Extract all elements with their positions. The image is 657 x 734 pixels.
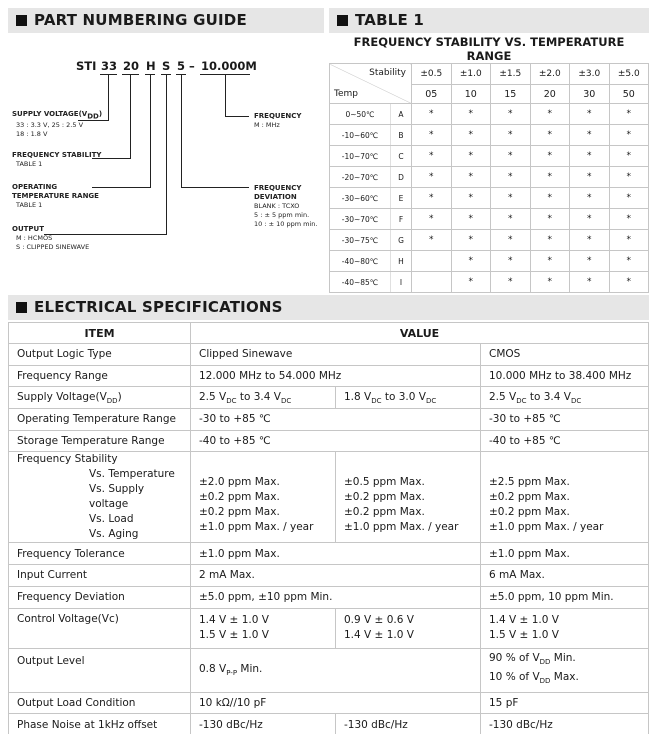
temp-range: -30~60℃ xyxy=(330,188,391,209)
spec-value: 10 kΩ//10 pF xyxy=(191,692,481,714)
value-column-header: VALUE xyxy=(191,323,649,344)
availability-mark: * xyxy=(570,146,610,167)
electrical-specs-table xyxy=(8,322,649,734)
square-bullet-icon xyxy=(16,302,27,313)
frequency-deviation-label: FREQUENCY DEVIATION BLANK : TCXO 5 : ± 5 ppm min. 10 : ± 10 ppm min. xyxy=(254,184,318,228)
temp-code: E xyxy=(391,188,412,209)
availability-mark: * xyxy=(609,167,649,188)
availability-mark: * xyxy=(491,230,531,251)
availability-mark: * xyxy=(491,272,531,293)
table-row xyxy=(9,543,649,565)
availability-mark: * xyxy=(530,251,570,272)
spec-value: 2 mA Max. xyxy=(191,565,481,587)
availability-mark: * xyxy=(491,146,531,167)
table-row xyxy=(9,365,649,387)
availability-mark: * xyxy=(451,251,491,272)
code-output: S xyxy=(162,59,171,73)
code-series: STI xyxy=(76,59,97,73)
availability-mark: * xyxy=(570,230,610,251)
table-row xyxy=(330,230,649,251)
table-row xyxy=(9,565,649,587)
availability-mark: * xyxy=(451,272,491,293)
table-row xyxy=(9,608,649,648)
spec-item: Control Voltage(Vc) xyxy=(9,608,191,648)
availability-mark: * xyxy=(451,188,491,209)
table1-title: TABLE 1 xyxy=(355,11,424,29)
availability-mark: * xyxy=(412,230,452,251)
spec-value: 15 pF xyxy=(481,692,649,714)
temp-range: -40~80℃ xyxy=(330,251,391,272)
temp-range: -10~70℃ xyxy=(330,146,391,167)
stability-code: 20 xyxy=(530,85,570,104)
output-label: OUTPUT M : HCMOS S : CLIPPED SINEWAVE xyxy=(12,225,90,251)
availability-mark: * xyxy=(609,146,649,167)
availability-mark: * xyxy=(609,209,649,230)
spec-value: ±2.5 ppm Max. ±0.2 ppm Max. ±0.2 ppm Max. ±1.0 ppm Max. / year xyxy=(481,452,649,543)
availability-mark: * xyxy=(570,167,610,188)
spec-item: Operating Temperature Range xyxy=(9,409,191,431)
table-row xyxy=(9,692,649,714)
stability-value: ±0.5 xyxy=(412,64,452,85)
availability-mark: * xyxy=(491,125,531,146)
table-row xyxy=(330,251,649,272)
temp-label: Temp xyxy=(334,89,358,99)
spec-item: Frequency Stability Vs. Temperature Vs. Supply voltage Vs. Load Vs. Aging xyxy=(9,452,191,543)
availability-mark: * xyxy=(570,188,610,209)
table-row xyxy=(9,409,649,431)
table-row xyxy=(9,387,649,409)
spec-item: Frequency Range xyxy=(9,365,191,387)
availability-mark: * xyxy=(609,104,649,125)
spec-value: 10.000 MHz to 38.400 MHz xyxy=(481,365,649,387)
code-stability: 20 xyxy=(123,59,140,73)
spec-value: 6 mA Max. xyxy=(481,565,649,587)
operating-temp-label: OPERATING TEMPERATURE RANGE TABLE 1 xyxy=(12,183,99,209)
table1-header xyxy=(329,8,649,33)
spec-value: 12.000 MHz to 54.000 MHz xyxy=(191,365,481,387)
table-row xyxy=(9,344,649,366)
spec-value: 1.4 V ± 1.0 V 1.5 V ± 1.0 V xyxy=(191,608,336,648)
spec-value: -40 to +85 ℃ xyxy=(481,430,649,452)
corner-header xyxy=(330,64,412,104)
spec-value: ±1.0 ppm Max. xyxy=(191,543,481,565)
table1-heading: FREQUENCY STABILITY VS. TEMPERATURE RANGE xyxy=(330,35,649,64)
table-row xyxy=(9,648,649,692)
spec-item: Output Level xyxy=(9,648,191,692)
spec-value: 1.8 $V_{DC}$ to 3.0 $V_{DC}$ xyxy=(336,387,481,409)
availability-mark: * xyxy=(412,125,452,146)
stability-value: ±5.0 xyxy=(609,64,649,85)
part-guide-header xyxy=(8,8,324,33)
availability-mark: * xyxy=(530,272,570,293)
availability-mark: * xyxy=(570,209,610,230)
availability-mark: * xyxy=(451,167,491,188)
stability-code: 30 xyxy=(570,85,610,104)
spec-value: 90 % of $V_{DD}$ Min. 10 % of $V_{DD}$ Max. xyxy=(481,648,649,692)
table-row xyxy=(330,188,649,209)
temp-code: D xyxy=(391,167,412,188)
stability-value: ±1.0 xyxy=(451,64,491,85)
availability-mark: * xyxy=(451,146,491,167)
code-frequency: 10.000M xyxy=(201,59,257,73)
availability-mark: * xyxy=(412,167,452,188)
availability-mark: * xyxy=(609,125,649,146)
availability-mark: * xyxy=(491,209,531,230)
availability-mark: * xyxy=(412,209,452,230)
specs-header xyxy=(8,295,649,320)
spec-item: Storage Temperature Range xyxy=(9,430,191,452)
supply-voltage-label: SUPPLY $VOLTAGE(V_{DD})$ 33 : 3.3 V, 25 : 2.5 V 18 : 1.8 V xyxy=(12,110,103,139)
spec-item: Frequency Deviation xyxy=(9,586,191,608)
spec-value: -130 dBc/Hz xyxy=(481,714,649,734)
spec-value: -30 to +85 ℃ xyxy=(191,409,481,431)
availability-mark: * xyxy=(491,188,531,209)
frequency-stability-label: FREQUENCY STABILITY TABLE 1 xyxy=(12,151,102,168)
spec-value: 0.8 $V_{P-P}$ Min. xyxy=(191,648,481,692)
temp-range: -40~85℃ xyxy=(330,272,391,293)
availability-mark: * xyxy=(412,188,452,209)
availability-mark: * xyxy=(609,230,649,251)
spec-item: Input Current xyxy=(9,565,191,587)
availability-mark: * xyxy=(530,167,570,188)
spec-value: -30 to +85 ℃ xyxy=(481,409,649,431)
availability-mark: * xyxy=(530,104,570,125)
code-deviation: 5 xyxy=(177,59,186,73)
spec-value: ±2.0 ppm Max. ±0.2 ppm Max. ±0.2 ppm Max. ±1.0 ppm Max. / year xyxy=(191,452,336,543)
specs-title: ELECTRICAL SPECIFICATIONS xyxy=(34,298,283,316)
spec-value: CMOS xyxy=(481,344,649,366)
stability-code: 15 xyxy=(491,85,531,104)
table-row xyxy=(330,167,649,188)
spec-value: ±0.5 ppm Max. ±0.2 ppm Max. ±0.2 ppm Max. ±1.0 ppm Max. / year xyxy=(336,452,481,543)
square-bullet-icon xyxy=(337,15,348,26)
table-row xyxy=(9,586,649,608)
stability-code: 10 xyxy=(451,85,491,104)
spec-value: 1.4 V ± 1.0 V 1.5 V ± 1.0 V xyxy=(481,608,649,648)
availability-mark: * xyxy=(530,209,570,230)
spec-item: Phase Noise at 1kHz offset xyxy=(9,714,191,734)
availability-mark: * xyxy=(570,104,610,125)
availability-mark: * xyxy=(530,230,570,251)
availability-mark: * xyxy=(451,125,491,146)
table-row xyxy=(330,272,649,293)
table-row xyxy=(330,209,649,230)
availability-mark: * xyxy=(570,125,610,146)
availability-mark: * xyxy=(451,209,491,230)
spec-value: -40 to +85 ℃ xyxy=(191,430,481,452)
temp-range: 0~50℃ xyxy=(330,104,391,125)
code-temp: H xyxy=(146,59,156,73)
availability-mark: * xyxy=(412,146,452,167)
availability-mark xyxy=(412,251,452,272)
availability-mark: * xyxy=(451,230,491,251)
stability-value: ±1.5 xyxy=(491,64,531,85)
spec-item: Frequency Tolerance xyxy=(9,543,191,565)
temp-range: -30~75℃ xyxy=(330,230,391,251)
spec-item: Output Load Condition xyxy=(9,692,191,714)
part-guide-title: PART NUMBERING GUIDE xyxy=(34,11,247,29)
stability-label: Stability xyxy=(369,68,406,78)
availability-mark: * xyxy=(609,251,649,272)
stability-temperature-table xyxy=(329,35,649,293)
availability-mark: * xyxy=(491,104,531,125)
temp-code: G xyxy=(391,230,412,251)
spec-value: 2.5 $V_{DC}$ to 3.4 $V_{DC}$ xyxy=(191,387,336,409)
frequency-label: FREQUENCY M : MHz xyxy=(254,112,302,129)
temp-range: -20~70℃ xyxy=(330,167,391,188)
square-bullet-icon xyxy=(16,15,27,26)
availability-mark: * xyxy=(530,146,570,167)
temp-range: -30~70℃ xyxy=(330,209,391,230)
availability-mark: * xyxy=(570,251,610,272)
temp-code: H xyxy=(391,251,412,272)
spec-value: -130 dBc/Hz xyxy=(336,714,481,734)
temp-code: A xyxy=(391,104,412,125)
table-row xyxy=(330,125,649,146)
availability-mark: * xyxy=(412,104,452,125)
spec-value: 0.9 V ± 0.6 V 1.4 V ± 1.0 V xyxy=(336,608,481,648)
spec-value: -130 dBc/Hz xyxy=(191,714,336,734)
spec-value: Clipped Sinewave xyxy=(191,344,481,366)
availability-mark: * xyxy=(451,104,491,125)
temp-code: I xyxy=(391,272,412,293)
stability-value: ±2.0 xyxy=(530,64,570,85)
item-column-header: ITEM xyxy=(9,323,191,344)
spec-value: ±1.0 ppm Max. xyxy=(481,543,649,565)
spec-item: Output Logic Type xyxy=(9,344,191,366)
spec-value: 2.5 $V_{DC}$ to 3.4 $V_{DC}$ xyxy=(481,387,649,409)
availability-mark: * xyxy=(530,188,570,209)
availability-mark: * xyxy=(609,272,649,293)
table-row xyxy=(330,104,649,125)
table-row xyxy=(9,714,649,734)
temp-range: -10~60℃ xyxy=(330,125,391,146)
availability-mark: * xyxy=(491,167,531,188)
table-row xyxy=(9,430,649,452)
spec-item: Supply $Voltage(V_{DD})$ xyxy=(9,387,191,409)
spec-value: ±5.0 ppm, ±10 ppm Min. xyxy=(191,586,481,608)
code-voltage: 33 xyxy=(101,59,118,73)
availability-mark: * xyxy=(491,251,531,272)
temp-code: F xyxy=(391,209,412,230)
temp-code: C xyxy=(391,146,412,167)
temp-code: B xyxy=(391,125,412,146)
stability-code: 50 xyxy=(609,85,649,104)
table-row xyxy=(9,452,649,543)
availability-mark: * xyxy=(609,188,649,209)
stability-value: ±3.0 xyxy=(570,64,610,85)
availability-mark xyxy=(412,272,452,293)
spec-value: ±5.0 ppm, 10 ppm Min. xyxy=(481,586,649,608)
stability-code: 05 xyxy=(412,85,452,104)
table-row xyxy=(330,146,649,167)
code-dash: – xyxy=(189,59,195,73)
availability-mark: * xyxy=(530,125,570,146)
availability-mark: * xyxy=(570,272,610,293)
